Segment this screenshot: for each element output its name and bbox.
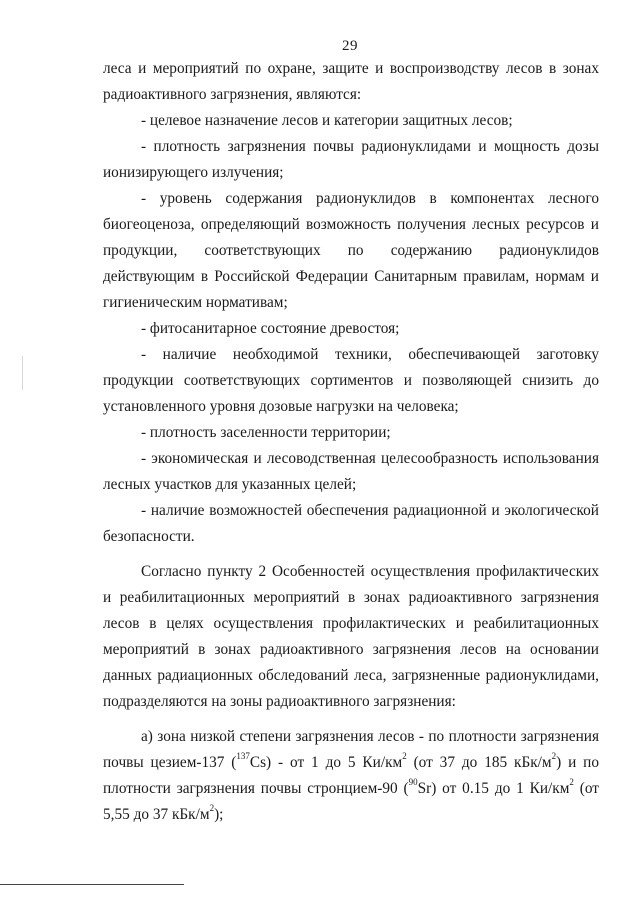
low-zone-text-7: ); bbox=[214, 806, 224, 823]
list-item-safety: - наличие возможностей обеспечения радиационной и экологической безопасности. bbox=[103, 502, 599, 545]
low-zone-text-4: ) и по плотности загрязнения почвы стронцием-90 ( bbox=[103, 754, 599, 797]
low-zone-text-5: Sr) от 0.15 до 1 Ки/км bbox=[417, 780, 570, 797]
paragraph-low-zone bbox=[103, 724, 599, 828]
low-zone-text-1: а) зона низкой степени загрязнения лесов - по плотности загрязнения почвы цезием-137 ( bbox=[103, 728, 599, 771]
list-item-purpose: - целевое назначение лесов и категории защитных лесов; bbox=[141, 112, 513, 129]
paragraph-intro: леса и мероприятий по охране, защите и воспроизводству лесов в зонах радиоактивного загрязнения, являются: bbox=[103, 60, 599, 103]
list-item-phytosanitary: - фитосанитарное состояние древостоя; bbox=[141, 320, 400, 337]
low-zone-text-2: Cs) - от 1 до 5 Ки/км bbox=[249, 754, 403, 771]
low-zone-text-3: (от 37 до 185 кБк/м bbox=[406, 754, 552, 771]
list-item-population-density: - плотность заселенности территории; bbox=[141, 424, 391, 441]
footer-rule bbox=[0, 884, 184, 885]
list-item-equipment: - наличие необходимой техники, обеспечивающей заготовку продукции соответствующих сортиментов и позволяющей снизить до установленного уровня дозовые нагрузки на человека; bbox=[103, 346, 599, 415]
list-item-contamination-density: - плотность загрязнения почвы радионуклидами и мощность дозы ионизирующего излучения; bbox=[103, 138, 599, 181]
sr-isotope-sup: 90 bbox=[408, 776, 418, 787]
document-body bbox=[103, 56, 599, 828]
unit-sup-2: 2 bbox=[551, 750, 557, 761]
cs-isotope-sup: 137 bbox=[236, 750, 250, 761]
unit-sup-3: 2 bbox=[569, 776, 574, 787]
list-item-economic-feasibility: - экономическая и лесоводственная целесообразность использования лесных участков для указанных целей; bbox=[103, 450, 599, 493]
page-number: 29 bbox=[342, 38, 358, 54]
list-item-radionuclide-level: - уровень содержания радионуклидов в компонентах лесного биогеоценоза, определяющий возможность получения лесных ресурсов и продукции, соответствующих по содержанию радионуклидов действующим в Российской Федерации Санитарным правилам, нормам и гигиеническим нормативам; bbox=[103, 190, 599, 311]
low-zone-text-6: (от 5,55 до 37 кБк/м bbox=[103, 780, 599, 823]
scan-artifact bbox=[22, 356, 23, 390]
paragraph-zones-intro: Согласно пункту 2 Особенностей осуществления профилактических и реабилитационных мероприятий в зонах радиоактивного загрязнения лесов в целях осуществления профилактических и реабилитационных мероприятий в зонах радиоактивного загрязнения лесов на основании данных радиационных обследований леса, загрязненные радионуклидами, подразделяются на зоны радиоактивного загрязнения: bbox=[103, 563, 599, 710]
unit-sup-4: 2 bbox=[209, 802, 215, 813]
unit-sup-1: 2 bbox=[402, 750, 407, 761]
